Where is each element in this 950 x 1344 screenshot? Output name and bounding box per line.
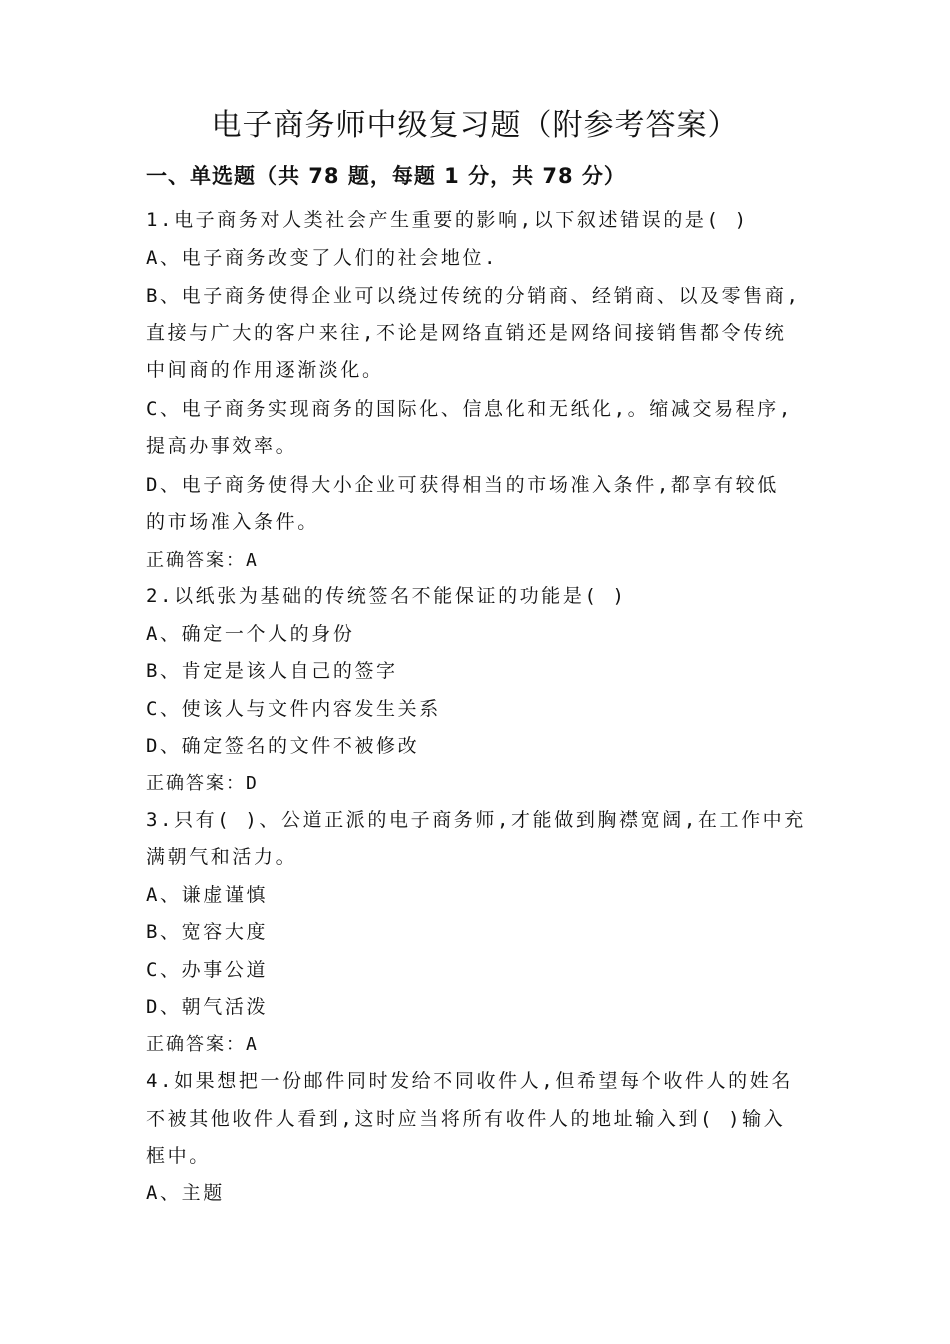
question-3-answer: 正确答案：A (146, 1034, 259, 1055)
question-3-option-c: C、办事公道 (146, 959, 269, 981)
question-1-option-b-line1: B、电子商务使得企业可以绕过传统的分销商、经销商、以及零售商, (146, 285, 801, 307)
document-title: 电子商务师中级复习题（附参考答案） (211, 108, 739, 143)
question-4-stem-line1: 4.如果想把一份邮件同时发给不同收件人,但希望每个收件人的姓名 (146, 1070, 793, 1092)
question-1-option-b-line3: 中间商的作用逐渐淡化。 (146, 359, 384, 381)
question-1-option-d-line1: D、电子商务使得大小企业可获得相当的市场准入条件,都享有较低 (146, 474, 779, 496)
question-3-stem-line2: 满朝气和活力。 (146, 846, 298, 868)
question-1-option-c-line1: C、电子商务实现商务的国际化、信息化和无纸化,。缩减交易程序, (146, 398, 793, 420)
question-1-option-a: A、电子商务改变了人们的社会地位. (146, 247, 499, 269)
question-4-option-a: A、主题 (146, 1182, 225, 1204)
question-1-option-c-line2: 提高办事效率。 (146, 435, 298, 457)
section-heading: 一、单选题（共 78 题，每题 1 分，共 78 分） (146, 164, 626, 188)
question-2-answer: 正确答案：D (146, 773, 259, 794)
question-3-option-a: A、谦虚谨慎 (146, 884, 269, 906)
question-2-option-c: C、使该人与文件内容发生关系 (146, 698, 441, 720)
question-3-option-d: D、朝气活泼 (146, 996, 269, 1018)
question-3-option-b: B、宽容大度 (146, 921, 269, 943)
question-3-stem-line1: 3.只有( )、公道正派的电子商务师,才能做到胸襟宽阔,在工作中充 (146, 809, 806, 831)
question-4-stem-line2: 不被其他收件人看到,这时应当将所有收件人的地址输入到( )输入 (146, 1108, 786, 1130)
question-1-option-b-line2: 直接与广大的客户来往,不论是网络直销还是网络间接销售都令传统 (146, 322, 787, 344)
question-4-stem-line3: 框中。 (146, 1145, 211, 1167)
question-1-stem: 1.电子商务对人类社会产生重要的影响,以下叙述错误的是( ) (146, 209, 749, 231)
question-2-option-b: B、肯定是该人自己的签字 (146, 660, 398, 682)
question-2-stem: 2.以纸张为基础的传统签名不能保证的功能是( ) (146, 585, 627, 607)
question-2-option-d: D、确定签名的文件不被修改 (146, 735, 420, 757)
question-1-answer: 正确答案：A (146, 550, 259, 571)
question-1-option-d-line2: 的市场准入条件。 (146, 511, 319, 533)
question-2-option-a: A、确定一个人的身份 (146, 623, 355, 645)
